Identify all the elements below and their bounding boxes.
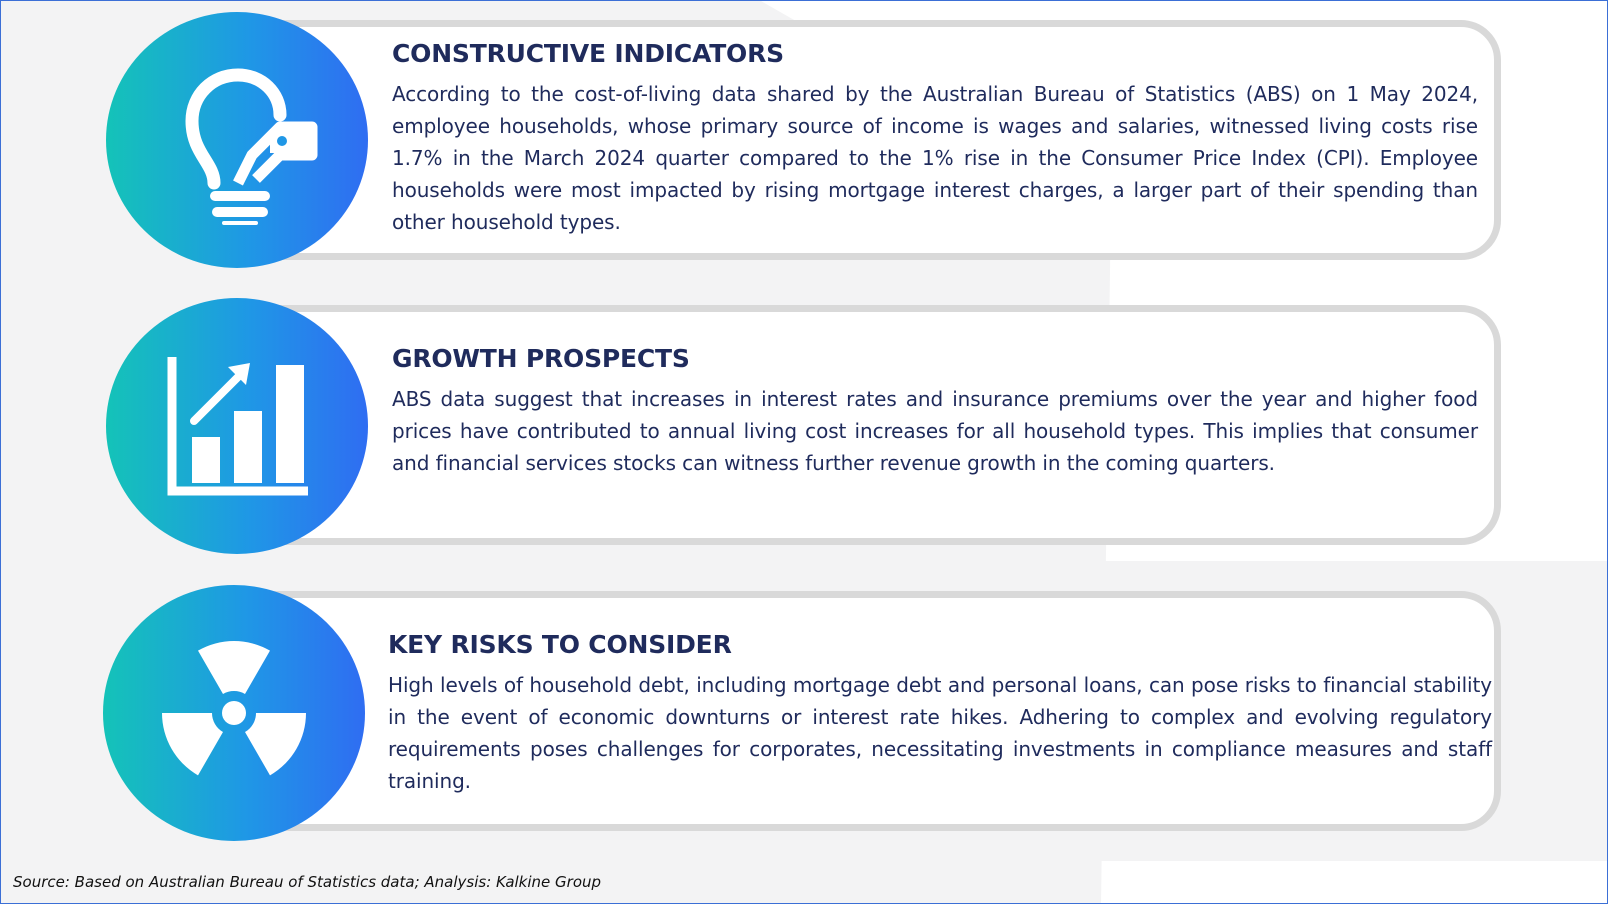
section-heading: GROWTH PROSPECTS [392,344,690,373]
section-body: ABS data suggest that increases in interest rates and insurance premiums over the year and higher food prices have contributed to annual living cost increases for all household types. This implies that consumer and financial services stocks can witness further revenue growth in the coming quarters. [392,387,1478,475]
source-note: Source: Based on Australian Bureau of Statistics data; Analysis: Kalkine Group [13,873,602,891]
constructive-indicators-circle [106,12,368,268]
section-heading: CONSTRUCTIVE INDICATORS [392,39,784,68]
constructive-indicators-content [392,39,1478,238]
growth-prospects-circle [106,298,368,554]
key-risks-content [388,630,1492,797]
lightbulb-icon [152,55,322,225]
section-body: According to the cost-of-living data shared by the Australian Bureau of Statistics (ABS) on 1 May 2024, employee households, whose primary source of income is wages and salaries, witnessed living costs rise 1.7% in the March 2024 quarter compared to the 1% rise in the Consumer Price Index (CPI). Employee households were most impacted by rising mortgage interest charges, a larger part of their spending than other household types. [392,82,1478,234]
radiation-icon [159,638,309,788]
section-heading: KEY RISKS TO CONSIDER [388,630,732,659]
key-risks-circle [103,585,365,841]
section-body: High levels of household debt, including mortgage debt and personal loans, can pose risks to financial stability in the event of economic downturns or interest rate hikes. Adhering to complex and evolving regulatory requirements poses challenges for corporates, necessitating investments in compliance measures and staff training. [388,673,1492,793]
growth-chart-icon [162,351,312,501]
growth-prospects-content [392,344,1478,479]
